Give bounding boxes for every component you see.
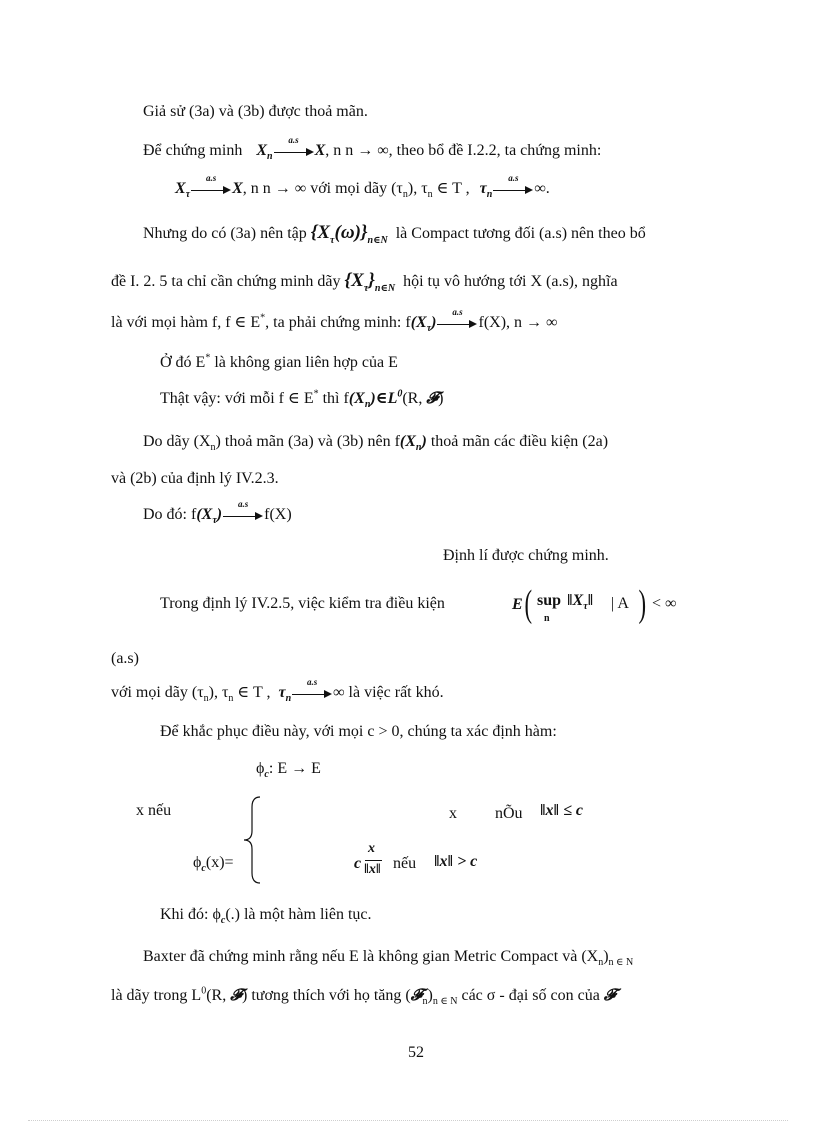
open-paren: ( xyxy=(524,583,533,625)
convergence-arrow: a.s xyxy=(223,508,263,522)
var-x: $X_n$ xyxy=(256,142,273,163)
text-line-12: Định lí được chứng minh. xyxy=(443,547,609,564)
text-line-17: $\phi_c$: E → E xyxy=(256,760,321,781)
text-line-14: (a.s) xyxy=(111,650,139,667)
text-line-16: Để khắc phục điều này, với mọi c > 0, chúng ta xác định hàm: xyxy=(160,723,557,740)
var-x-limit: X xyxy=(314,142,326,159)
convergence-arrow: a.s xyxy=(292,686,332,700)
text-line-10: và (2b) của định lý IV.2.3. xyxy=(111,470,279,487)
var-x-tau: $X_\tau$ xyxy=(175,180,191,201)
f-x-tau: $(X_\tau)$ xyxy=(196,506,223,527)
infinity-symbol: ∞ xyxy=(534,180,546,197)
text-line-19: $\phi_c(x)=$ xyxy=(193,854,234,875)
text-segment: , n n → ∞ với mọi dãy (τ xyxy=(242,180,403,197)
page-number: 52 xyxy=(408,1044,424,1061)
set-x-tau-omega: $\{X_\tau(\omega)\}_{n\in N}$ xyxy=(310,222,388,246)
sequence-x-tau: $\{X_\tau\}_{n\in N}$ xyxy=(344,270,396,294)
f-x-n: $(X_n)$ xyxy=(399,433,427,454)
case-one-value: x xyxy=(449,805,457,822)
text-line-1: Giả sử (3a) và (3b) được thoả mãn. xyxy=(143,103,368,120)
case-two-condition-word: nếu xyxy=(393,855,417,872)
convergence-arrow: a.s xyxy=(437,316,477,330)
text-line-18: x nếu xyxy=(136,802,172,819)
convergence-arrow: a.s xyxy=(191,182,231,196)
convergence-arrow: a.s xyxy=(493,182,533,196)
text-line-11: Do đó: $f(X_\tau)$ a.s f(X) xyxy=(143,499,292,527)
f-x-n: $(X_n)$ xyxy=(348,390,376,411)
text-line-21: Baxter đã chứng minh rằng nếu E là không gian Metric Compact và $(X_n)_{n \in N}$ xyxy=(143,948,634,969)
var-tau: $\tau_n$ xyxy=(278,684,292,705)
text-line-6: là với mọi hàm f, f ∈ E*, ta phải chứng minh: $f(X_\tau)$ a.s f(X), n → ∞ xyxy=(111,307,558,335)
text-segment: , n n → ∞, theo bổ đề I.2.2, ta chứng minh: xyxy=(325,142,602,159)
l0-space: $L^0$ xyxy=(387,388,403,407)
case-one-condition: ‖x‖ ≤ c xyxy=(540,802,583,819)
case-one-condition-word: nÕu xyxy=(495,805,523,822)
text-line-4: Nhưng do có (3a) nên tập $\{X_\tau(\omega)\}_{n\in N}$ là Compact tương đối (a.s) nên theo bổ xyxy=(143,222,646,246)
text-line-2 xyxy=(143,135,602,163)
footer-divider xyxy=(28,1120,788,1121)
text-line-13: Trong định lý IV.2.5, việc kiểm tra điều kiện xyxy=(160,595,445,612)
text-line-8: Thật vậy: với mỗi f ∈ E* thì $f(X_n)\in L^0(R$, 𝓕) xyxy=(160,388,444,411)
text-line-20: Khi đó: $\phi_c(.)$ là một hàm liên tục. xyxy=(160,906,372,927)
text-line-22: là dãy trong $L^0(R$, 𝓕) tương thích với họ tăng $(𝓕_n)_{n \in N}$ các σ - đại số con của 𝓕 xyxy=(111,985,616,1008)
norm-x-tau: $‖X_\tau‖$ xyxy=(567,592,594,613)
close-paren: ) xyxy=(638,583,647,625)
case-two-condition: ‖x‖ > c xyxy=(434,853,478,870)
text-line-9: Do dãy $(X_n)$ thoả mãn (3a) và (3b) nên $f(X_n)$ thoả mãn các điều kiện (2a) xyxy=(143,433,609,454)
curly-brace xyxy=(240,795,270,885)
text-line-3: $X_\tau$ a.s X, n n → ∞ với mọi dãy $(\tau_n)$, $\tau_n$ ∈ T , $\tau_n$ a.s ∞. xyxy=(175,173,550,201)
sigma-algebra-f: 𝓕 xyxy=(426,390,439,407)
var-tau: $\tau_n$ xyxy=(479,180,493,201)
text-segment: Để chứng minh xyxy=(143,142,243,159)
var-x-limit: X xyxy=(232,180,243,197)
text-line-15: với mọi dãy $(\tau_n)$, $\tau_n$ ∈ T , $\tau_n$ a.s ∞ là việc rất khó. xyxy=(111,677,444,705)
text-line-5: đề I. 2. 5 ta chỉ cần chứng minh dãy $\{X_\tau\}_{n\in N}$ hội tụ vô hướng tới X (a.s), nghĩa xyxy=(111,270,618,294)
text-line-7: Ở đó E* là không gian liên hợp của E xyxy=(160,352,398,371)
convergence-arrow: a.s xyxy=(274,144,314,158)
f-x-tau: $(X_\tau)$ xyxy=(410,314,437,335)
